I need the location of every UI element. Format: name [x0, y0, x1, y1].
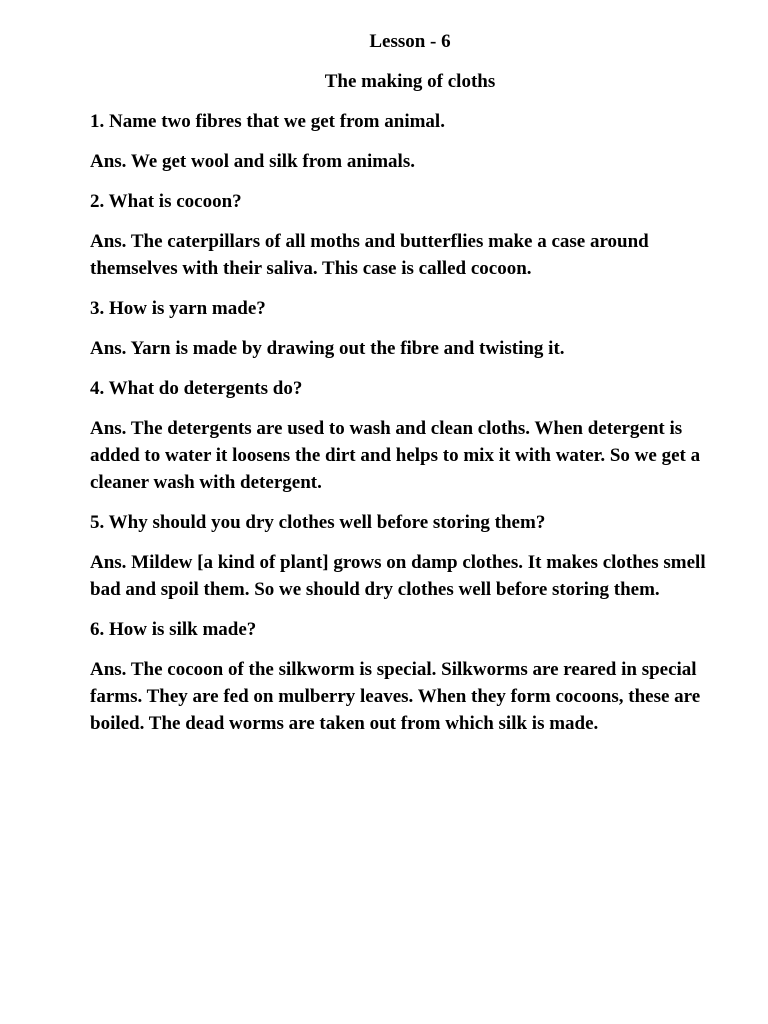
lesson-title: Lesson - 6 — [369, 31, 451, 52]
question-1: 1. Name two fibres that we get from animal. — [90, 111, 445, 132]
question-2: 2. What is cocoon? — [90, 191, 242, 212]
document-page — [90, 28, 730, 750]
lesson-subtitle: The making of cloths — [324, 71, 496, 92]
question-6: 6. How is silk made? — [90, 619, 257, 640]
question-5: 5. Why should you dry clothes well before storing them? — [90, 512, 546, 533]
question-4: 4. What do detergents do? — [90, 378, 303, 399]
answer-5: Ans. Mildew [a kind of plant] grows on damp clothes. It makes clothes smell bad and spoil them. So we should dry clothes well before storing them. — [90, 552, 706, 600]
question-3: 3. How is yarn made? — [90, 298, 266, 319]
answer-1: Ans. We get wool and silk from animals. — [90, 151, 415, 172]
answer-6: Ans. The cocoon of the silkworm is special. Silkworms are reared in special farms. They are fed on mulberry leaves. When they form cocoons, these are boiled. The dead worms are taken out from which silk is made. — [90, 659, 701, 734]
answer-4: Ans. The detergents are used to wash and clean cloths. When detergent is added to water it loosens the dirt and helps to mix it with water. So we get a cleaner wash with detergent. — [90, 418, 701, 493]
answer-2: Ans. The caterpillars of all moths and butterflies make a case around themselves with their saliva. This case is called cocoon. — [90, 231, 649, 279]
qa-list — [90, 108, 730, 737]
answer-3: Ans. Yarn is made by drawing out the fibre and twisting it. — [90, 338, 565, 359]
